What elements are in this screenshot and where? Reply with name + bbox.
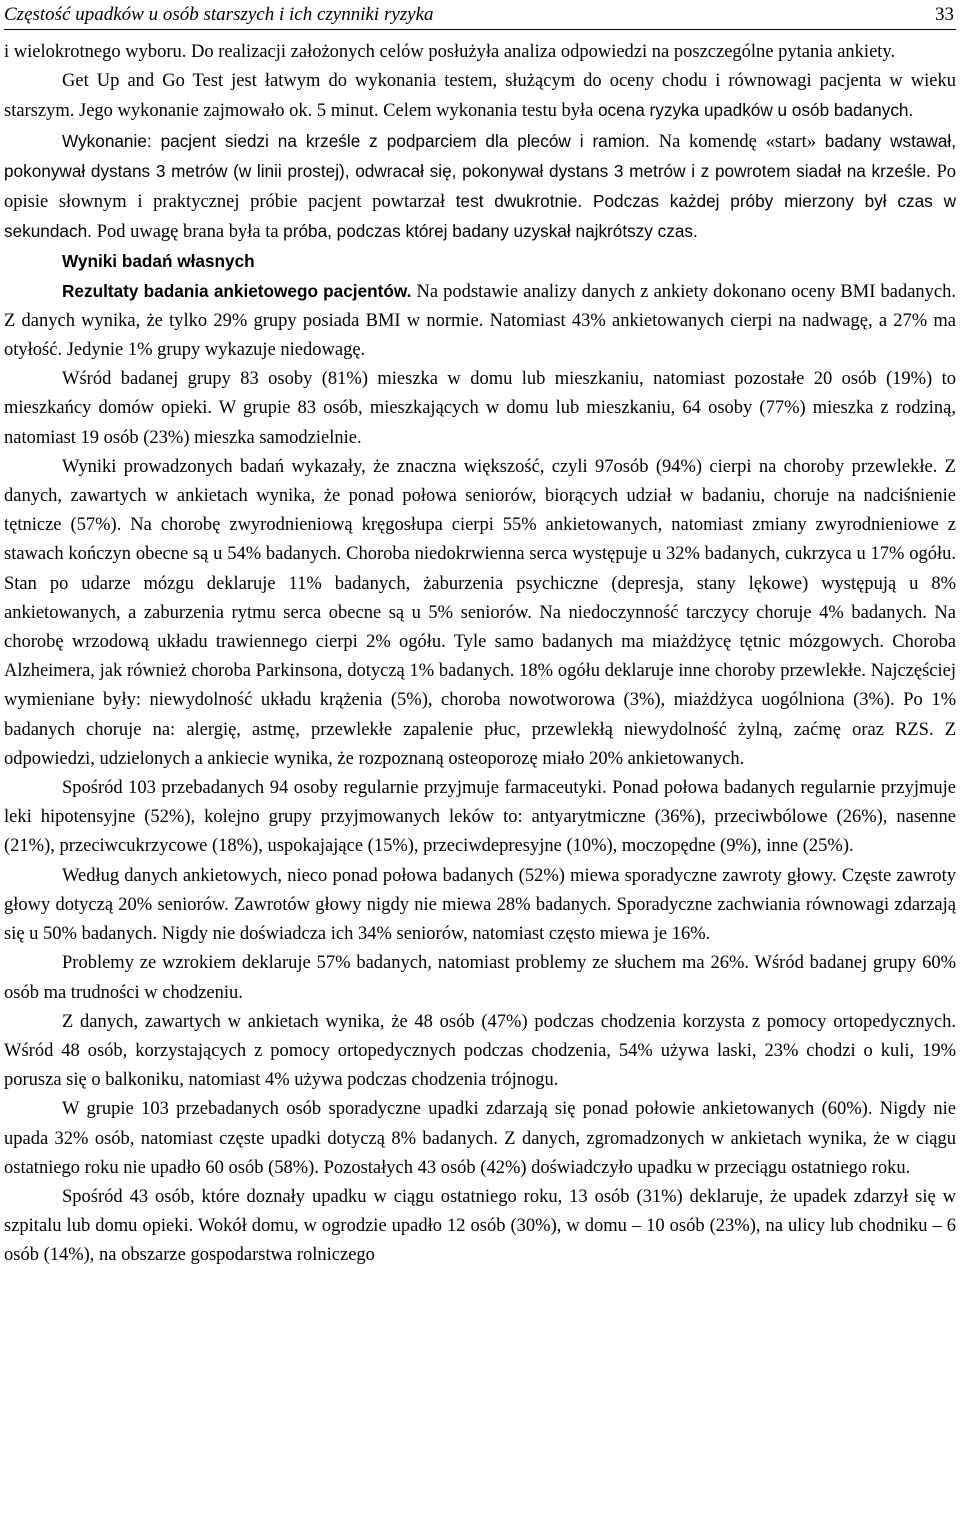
paragraph: Wśród badanej grupy 83 osoby (81%) mieszka w domu lub mieszkaniu, natomiast pozostałe 20 osób (19%) to mieszkańcy domów opieki. W grupie 83 osób, mieszkających w domu lub mieszkaniu, 64 osoby (77%) mieszka z rodziną, natomiast 19 osób (23%) mieszka samodzielnie. [4,369,956,448]
paragraph: i wielokrotnego wyboru. Do realizacji założonych celów posłużyła analiza odpowiedzi na poszczególne pytania ankiety. [4,42,896,62]
subsection-heading: Rezultaty badania ankietowego pacjentów. [62,280,412,301]
paragraph-text: Na komendę «start» [658,131,825,152]
document-page [4,0,956,1271]
section-heading: Wyniki badań własnych [62,251,255,272]
paragraph-text: Pod uwagę brana była ta [96,222,284,243]
running-title: Częstość upadków u osób starszych i ich czynniki ryzyka [4,4,434,25]
paragraph-text-sans: badany wstawał, pokonywał dystans 3 metrów (w linii prostej), odwracał się, pokonywał dystans 3 metrów i z powrotem siadał na krześle. [4,130,956,181]
paragraph-text-sans: test dwukrotnie. Podczas każdej próby mierzony był czas w sekundach. [4,191,956,242]
paragraph-text-sans: ocena ryzyka upadków u osób badanych. [597,100,914,121]
paragraph: Spośród 103 przebadanych 94 osoby regularnie przyjmuje farmaceutyki. Ponad połowa badanych regularnie przyjmuje leki hipotensyjne (52%), kolejno grupy przyjmowanych leków to: antyarytmiczne (36%), przeciwbólowe (26%), nasenne (21%), przeciwcukrzycowe (18%), uspokajające (15%), przeciwdepresyjne (10%), moczopędne (9%), inne (25%). [4,778,956,857]
paragraph: Wyniki prowadzonych badań wykazały, że znaczna większość, czyli 97osób (94%) cierpi na choroby przewlekłe. Z danych, zawartych w ankietach wynika, że ponad połowa seniorów, biorących udział w badaniu, choruje na nadciśnienie tętnicze (57%). Na chorobę zwyrodnieniową kręgosłupa cierpi 55% ankietowanych, natomiast zmiany zwyrodnieniowe z stawach kończyn obecne są u 54% badanych. Choroba niedokrwienna serca występuje u 32% badanych, cukrzyca u 17% ogółu. Stan po udarze mózgu deklaruje 11% badanych, żaburzenia psychiczne (depresja, stany lękowe) występują u 8% ankietowanych, a zaburzenia rytmu serca obecne są u 5% seniorów. Na niedoczynność tarczycy choruje 4% badanych. Na chorobę wrzodową układu trawiennego cierpi 2% ogółu. Tyle samo badanych ma miażdżycę tętnic mózgowych. Choroba Alzheimera, jak również choroba Parkinsona, dotyczą 1% badanych. 18% ogółu deklaruje inne choroby przewlekłe. Najczęściej wymieniane były: niewydolność układu krążenia (5%), choroba nowotworowa (3%), miażdżyca uogólniona (3%). Po 1% badanych choruje na: alergię, astmę, przewlekłe zapalenie płuc, przewlekłą niewydolność żylną, zaćmę oraz RZS. Z odpowiedzi, udzielonych a ankiecie wynika, że rozpoznaną osteoporozę miało 20% ankietowanych. [4,456,956,769]
paragraph-bmi [4,277,956,366]
paragraph: Problemy ze wzrokiem deklaruje 57% badanych, natomiast problemy ze słuchem ma 26%. Wśród badanej grupy 60% osób ma trudności w chodzeniu. [4,953,956,1003]
page-number: 33 [935,4,954,25]
paragraph-text: Get Up and Go Test jest łatwym do wykonania testem, służącym do oceny chodu i równowagi pacjenta w wieku starszym. Jego wykonanie zajmowało ok. 5 minut. Celem wykonania testu była [4,71,956,122]
paragraph: Według danych ankietowych, nieco ponad połowa badanych (52%) miewa sporadyczne zawroty głowy. Częste zawroty głowy dotyczą 20% seniorów. Zawrotów głowy nigdy nie miewa 28% badanych. Sporadyczne zachwiania równowagi zdarzają się u 50% badanych. Nigdy nie doświadcza ich 34% seniorów, natomiast często miewa je 16%. [4,865,956,945]
paragraph-test-description [4,67,956,126]
running-header [4,2,956,30]
paragraph-text-sans: próba, podczas której badany uzyskał najkrótszy czas. [283,221,698,242]
document-body [4,38,956,1271]
paragraph: W grupie 103 przebadanych osób sporadyczne upadki zdarzają się ponad połowie ankietowanych (60%). Nigdy nie upada 32% osób, natomiast częste upadki dotyczą 8% badanych. Z danych, zgromadzonych w ankietach wynika, że w ciągu ostatniego roku nie upadło 60 osób (58%). Pozostałych 43 osób (42%) doświadczyło upadku w przeciągu ostatniego roku. [4,1099,956,1178]
paragraph-text: Na podstawie analizy danych z ankiety dokonano oceny BMI badanych. Z danych wynika, że tylko 29% grupy posiada BMI w normie. Natomiast 43% ankietowanych cierpi na nadwagę, a 27% ma otyłość. Jedynie 1% grupy wykazuje niedowagę. [4,281,956,361]
paragraph-test-procedure [4,127,956,248]
paragraph-text-sans: Wykonanie: pacjent siedzi na krześle z podparciem dla pleców i ramion. [62,130,659,151]
paragraph-text: Po opisie słownym i praktycznej próbie pacjent powtarzał [4,161,956,213]
paragraph: Spośród 43 osób, które doznały upadku w ciągu ostatniego roku, 13 osób (31%) deklaruje, że upadek zdarzył się w szpitalu lub domu opieki. Wokół domu, w ogrodzie upadło 12 osób (30%), w domu – 10 osób (23%), na ulicy lub chodniku – 6 osób (14%), na obszarze gospodarstwa rolniczego [4,1186,956,1266]
paragraph: Z danych, zawartych w ankietach wynika, że 48 osób (47%) podczas chodzenia korzysta z pomocy ortopedycznych. Wśród 48 osób, korzystających z pomocy ortopedycznych podczas chodzenia, 54% używa laski, 23% chodzi o kuli, 19% porusza się o balkoniku, natomiast 4% używa podczas chodzenia trójnogu. [4,1011,956,1091]
